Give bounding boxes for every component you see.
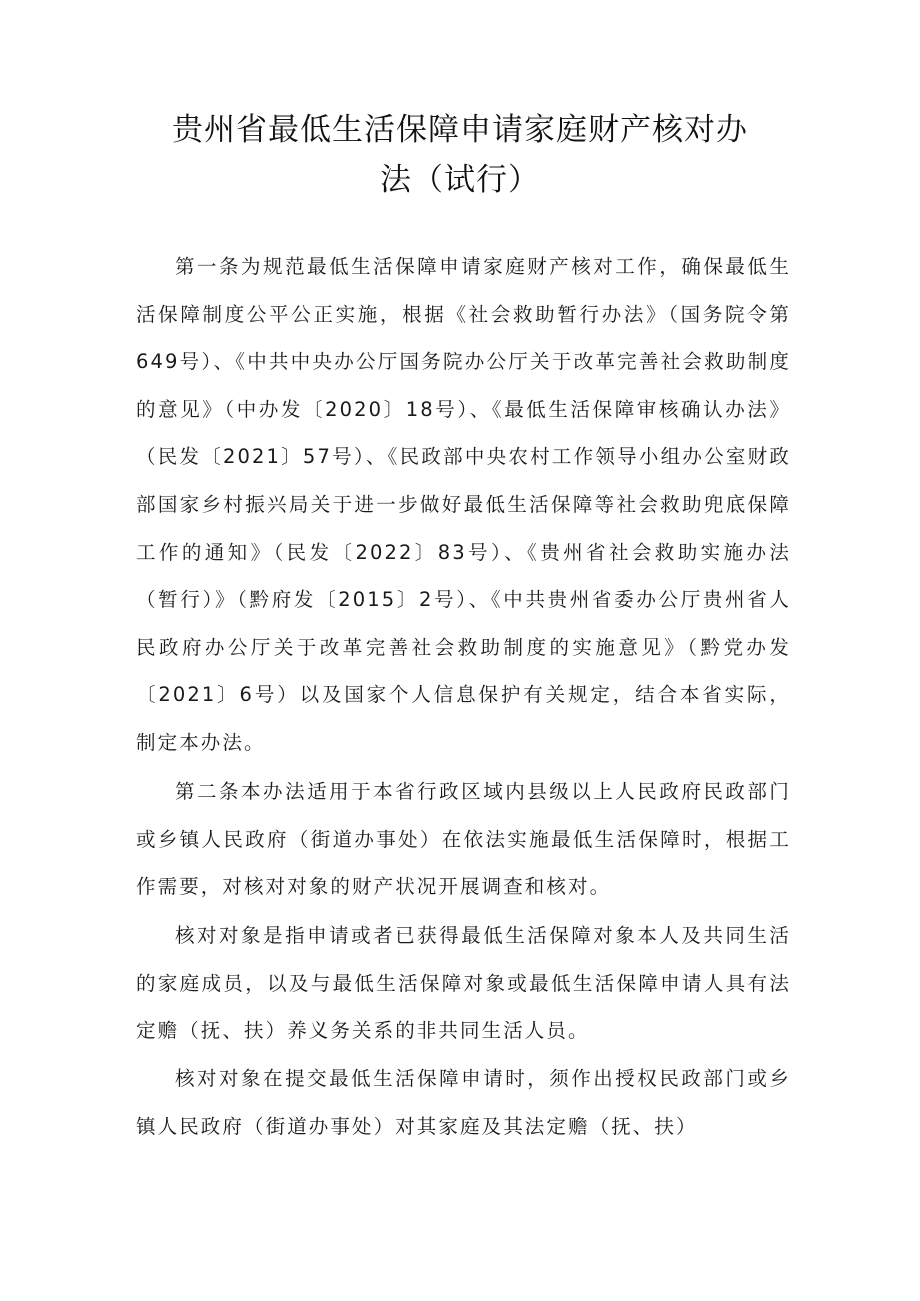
document-body-part-3 xyxy=(136,912,791,1055)
article-1-paragraph: 第一条为规范最低生活保障申请家庭财产核对工作，确保最低生活保障制度公平公正实施，根据《社会救助暂行办法》（国务院令第649号）、《中共中央办公厅国务院办公厅关于改革完善社会救助制度的意见》（中办发〔2020〕18号）、《最低生活保障审核确认办法》（民发〔2021〕57号）、《民政部中央农村工作领导小组办公室财政部国家乡村振兴局关于进一步做好最低生活保障等社会救助兜底保障工作的通知》（民发〔2022〕83号）、《贵州省社会救助实施办法（暂行）》（黔府发〔2015〕2号）、《中共贵州省委办公厅贵州省人民政府办公厅关于改革完善社会救助制度的实施意见》（黔党办发〔2021〕6号）以及国家个人信息保护有关规定，结合本省实际，制定本办法。 xyxy=(136,255,791,754)
authorization-paragraph: 核对对象在提交最低生活保障申请时，须作出授权民政部门或乡镇人民政府（街道办事处）对其家庭及其法定赡（抚、扶） xyxy=(136,1067,791,1138)
document-body xyxy=(136,243,791,767)
document-body-part-4 xyxy=(136,1055,791,1150)
document-title-line-2: 法（试行） xyxy=(380,162,540,198)
document-body-part-2 xyxy=(136,768,791,911)
verification-subject-paragraph: 核对对象是指申请或者已获得最低生活保障对象本人及共同生活的家庭成员，以及与最低生活保障对象或最低生活保障申请人具有法定赡（抚、扶）养义务关系的非共同生活人员。 xyxy=(136,924,791,1043)
document-title-line-1: 贵州省最低生活保障申请家庭财产核对办 xyxy=(172,112,748,148)
article-2-paragraph: 第二条本办法适用于本省行政区域内县级以上人民政府民政部门或乡镇人民政府（街道办事处）在依法实施最低生活保障时，根据工作需要，对核对对象的财产状况开展调查和核对。 xyxy=(136,780,791,899)
